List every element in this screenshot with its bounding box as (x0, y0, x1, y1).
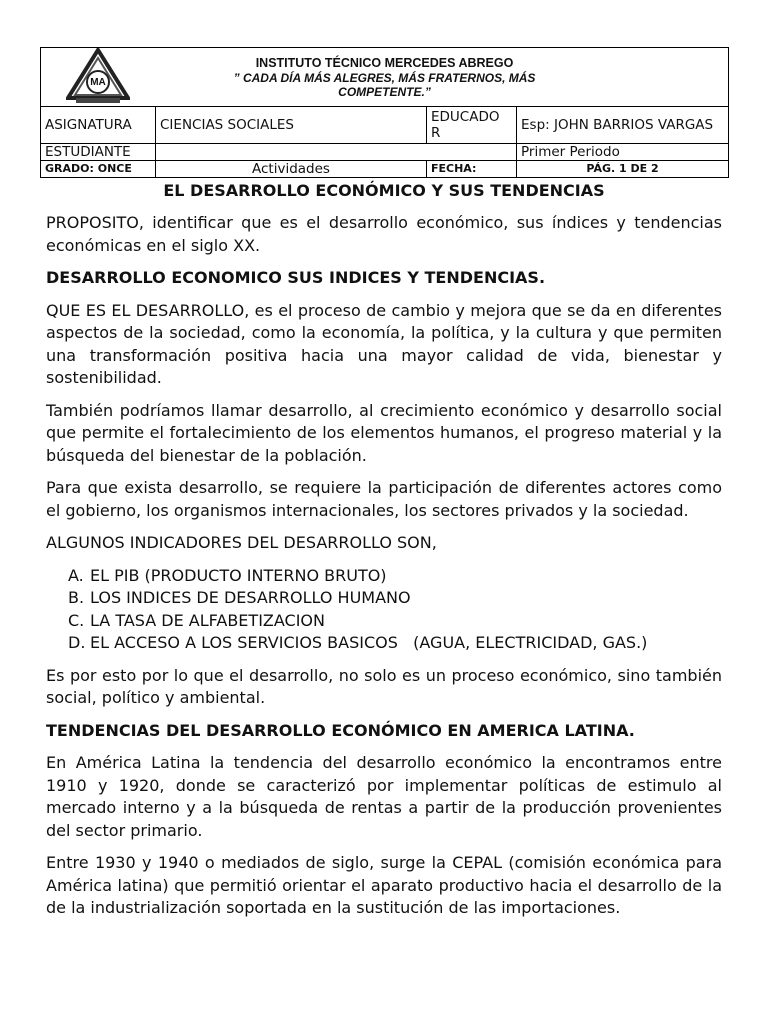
definition-paragraph: QUE ES EL DESARROLLO, es el proceso de cambio y mejora que se da en diferentes aspectos de la sociedad, como la economía, la política, y la cultura y que permiten una transformación positiva hacia una mayor calidad de vida, bienestar y sostenibilidad. (46, 300, 722, 387)
list-item: D. EL ACCESO A LOS SERVICIOS BASICOS (AGUA, ELECTRICIDAD, GAS.) (68, 633, 648, 652)
institution-motto-line2: COMPETENTE.” (338, 84, 431, 99)
indicators-list (46, 565, 722, 655)
institution-name: INSTITUTO TÉCNICO MERCEDES ABREGO (255, 55, 514, 70)
list-item: C. LA TASA DE ALFABETIZACION (68, 610, 325, 630)
section-heading-indices: DESARROLLO ECONOMICO SUS INDICES Y TENDENCIAS. (46, 268, 546, 287)
conclusion-paragraph: Es por esto por lo que el desarrollo, no solo es un proceso económico, sino también social, político y ambiental. (46, 665, 722, 707)
list-item: A. EL PIB (PRODUCTO INTERNO BRUTO) (68, 565, 387, 585)
proposito-paragraph: PROPOSITO, identificar que es el desarrollo económico, sus índices y tendencias económicas en el siglo XX. (46, 213, 722, 255)
periodo-value: Primer Periodo (517, 144, 729, 161)
indicators-intro: ALGUNOS INDICADORES DEL DESARROLLO SON, (46, 533, 437, 552)
development-paragraph: También podríamos llamar desarrollo, al crecimiento económico y desarrollo social que permite el fortalecimiento de los elementos humanos, el progreso material y la búsqueda del bienestar de la población. (46, 400, 722, 465)
actividades-label: Actividades (156, 161, 427, 178)
asignatura-label: ASIGNATURA (41, 107, 156, 144)
latam-paragraph-1: En América Latina la tendencia del desarrollo económico la encontramos entre 1910 y 1920, donde se caracterizó por implementar políticas de estimulo al mercado interno y a la búsqueda de rentas a partir de la producción provenientes del sector primario. (46, 753, 722, 840)
fecha-label: FECHA: (427, 161, 517, 178)
educador-label: EDUCADO R (427, 107, 517, 144)
institution-header (41, 48, 729, 107)
asignatura-value: CIENCIAS SOCIALES (156, 107, 427, 144)
header-table (40, 47, 729, 178)
svg-text:MA: MA (90, 77, 106, 88)
document-body (46, 212, 722, 930)
estudiante-field[interactable] (156, 144, 517, 161)
list-item: B. LOS INDICES DE DESARROLLO HUMANO (68, 588, 411, 607)
latam-paragraph-2: Entre 1930 y 1940 o mediados de siglo, surge la CEPAL (comisión económica para América latina) que permitió orientar el aparato productivo hacia el desarrollo de la de la industrialización soportada en la sustitución de las importaciones. (46, 853, 722, 917)
pagina-label: PÁG. 1 DE 2 (517, 161, 729, 178)
estudiante-label: ESTUDIANTE (41, 144, 156, 161)
institution-motto-line1: ” CADA DÍA MÁS ALEGRES, MÁS FRATERNOS, MÁS (233, 70, 536, 85)
section-heading-latam: TENDENCIAS DEL DESARROLLO ECONÓMICO EN AMERICA LATINA. (46, 720, 635, 740)
document-title: EL DESARROLLO ECONÓMICO Y SUS TENDENCIAS (163, 181, 605, 200)
actors-paragraph: Para que exista desarrollo, se requiere la participación de diferentes actores como el gobierno, los organismos internacionales, los sectores privados y la sociedad. (46, 478, 722, 520)
educador-value: Esp: JOHN BARRIOS VARGAS (517, 107, 729, 144)
grado-label: GRADO: ONCE (41, 161, 156, 178)
